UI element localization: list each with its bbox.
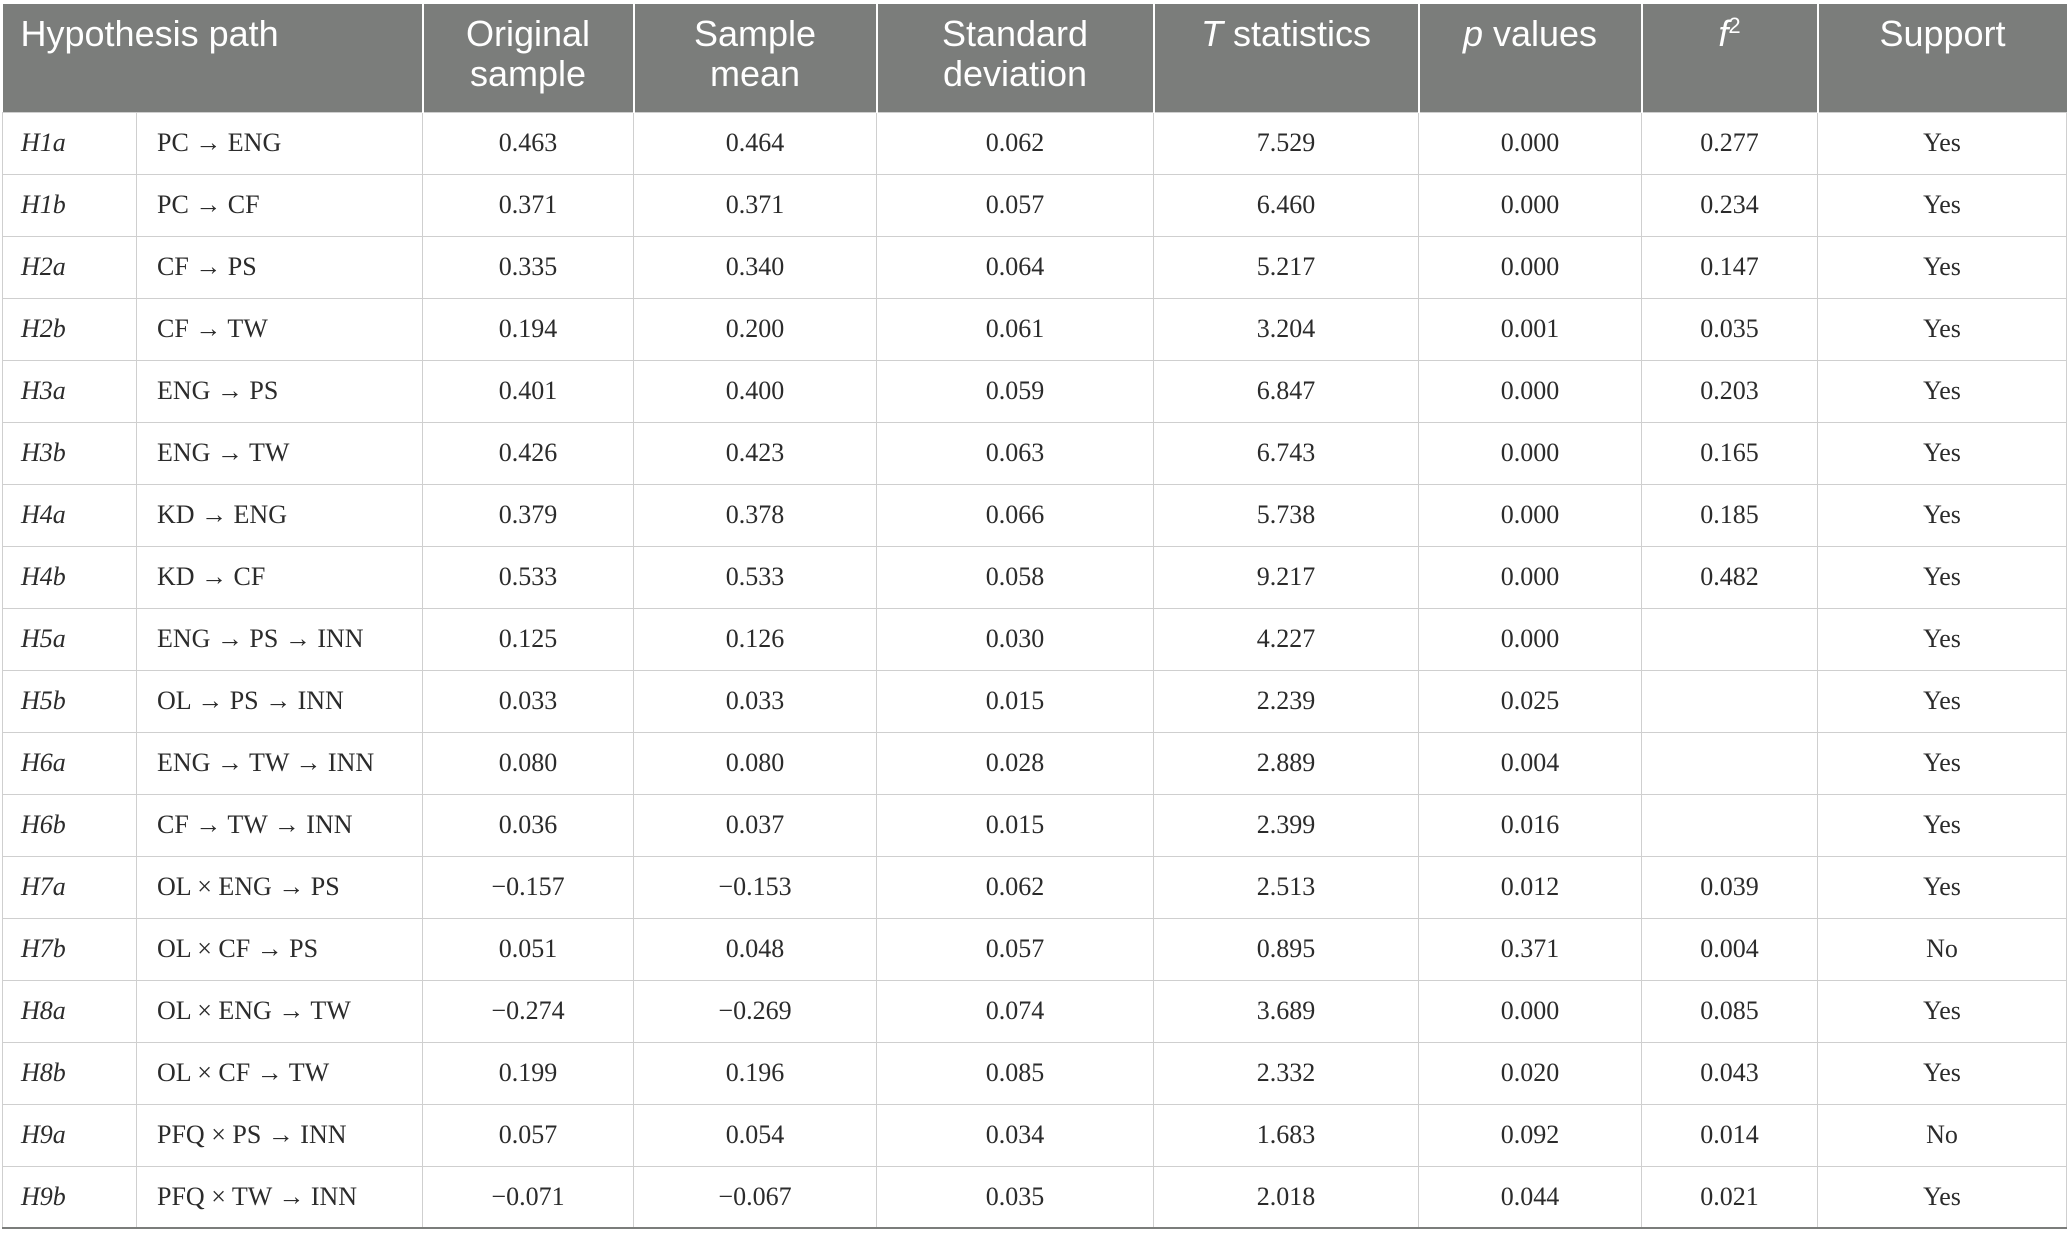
cell-path: CF → TW → INN bbox=[137, 794, 423, 856]
cell-p-value: 0.000 bbox=[1419, 112, 1642, 174]
cell-t-statistic: 1.683 bbox=[1154, 1104, 1419, 1166]
cell-original-sample: 0.057 bbox=[423, 1104, 634, 1166]
cell-original-sample: 0.379 bbox=[423, 484, 634, 546]
cell-path: PFQ × PS → INN bbox=[137, 1104, 423, 1166]
table-row bbox=[3, 918, 2067, 980]
cell-hypothesis-id: H2b bbox=[3, 298, 137, 360]
table-row bbox=[3, 608, 2067, 670]
cell-sample-mean: 0.080 bbox=[634, 732, 877, 794]
cell-hypothesis-id: H4a bbox=[3, 484, 137, 546]
cell-support: Yes bbox=[1818, 794, 2067, 856]
table-row bbox=[3, 856, 2067, 918]
cell-support: Yes bbox=[1818, 980, 2067, 1042]
header-t-var: T bbox=[1200, 13, 1223, 54]
cell-original-sample: 0.080 bbox=[423, 732, 634, 794]
cell-path: ENG → PS bbox=[137, 360, 423, 422]
cell-support: Yes bbox=[1818, 236, 2067, 298]
cell-hypothesis-id: H7a bbox=[3, 856, 137, 918]
cell-hypothesis-id: H6a bbox=[3, 732, 137, 794]
cell-support: Yes bbox=[1818, 856, 2067, 918]
cell-p-value: 0.000 bbox=[1419, 422, 1642, 484]
cell-sample-mean: 0.033 bbox=[634, 670, 877, 732]
cell-t-statistic: 2.513 bbox=[1154, 856, 1419, 918]
table-row bbox=[3, 670, 2067, 732]
header-standard-deviation-line2: deviation bbox=[942, 53, 1088, 94]
cell-p-value: 0.000 bbox=[1419, 174, 1642, 236]
cell-standard-deviation: 0.035 bbox=[877, 1166, 1154, 1228]
cell-sample-mean: −0.269 bbox=[634, 980, 877, 1042]
cell-original-sample: 0.371 bbox=[423, 174, 634, 236]
cell-sample-mean: 0.400 bbox=[634, 360, 877, 422]
header-support: Support bbox=[1818, 4, 2067, 112]
cell-path: OL × ENG → TW bbox=[137, 980, 423, 1042]
cell-original-sample: −0.157 bbox=[423, 856, 634, 918]
cell-path: KD → ENG bbox=[137, 484, 423, 546]
table-row bbox=[3, 360, 2067, 422]
cell-p-value: 0.000 bbox=[1419, 546, 1642, 608]
cell-f2: 0.203 bbox=[1642, 360, 1818, 422]
table-header bbox=[3, 4, 2067, 112]
cell-support: Yes bbox=[1818, 732, 2067, 794]
cell-support: Yes bbox=[1818, 484, 2067, 546]
cell-f2: 0.021 bbox=[1642, 1166, 1818, 1228]
header-original-sample-line2: sample bbox=[469, 53, 587, 94]
cell-sample-mean: 0.464 bbox=[634, 112, 877, 174]
hypothesis-results-table bbox=[2, 4, 2067, 1229]
cell-standard-deviation: 0.015 bbox=[877, 670, 1154, 732]
cell-p-value: 0.371 bbox=[1419, 918, 1642, 980]
cell-p-value: 0.044 bbox=[1419, 1166, 1642, 1228]
cell-t-statistic: 6.847 bbox=[1154, 360, 1419, 422]
cell-p-value: 0.000 bbox=[1419, 360, 1642, 422]
cell-t-statistic: 4.227 bbox=[1154, 608, 1419, 670]
header-standard-deviation bbox=[877, 4, 1154, 112]
header-f2-base: f bbox=[1718, 13, 1729, 54]
table-row bbox=[3, 422, 2067, 484]
cell-path: OL × CF → TW bbox=[137, 1042, 423, 1104]
cell-f2: 0.085 bbox=[1642, 980, 1818, 1042]
cell-hypothesis-id: H3b bbox=[3, 422, 137, 484]
header-f2-sup: 2 bbox=[1728, 13, 1741, 38]
cell-standard-deviation: 0.057 bbox=[877, 918, 1154, 980]
cell-path: CF → TW bbox=[137, 298, 423, 360]
table-body bbox=[3, 112, 2067, 1228]
header-sample-mean-line1: Sample bbox=[693, 13, 817, 54]
cell-original-sample: 0.533 bbox=[423, 546, 634, 608]
cell-sample-mean: 0.533 bbox=[634, 546, 877, 608]
cell-original-sample: −0.274 bbox=[423, 980, 634, 1042]
table-row bbox=[3, 980, 2067, 1042]
cell-hypothesis-id: H6b bbox=[3, 794, 137, 856]
cell-original-sample: 0.463 bbox=[423, 112, 634, 174]
cell-t-statistic: 2.239 bbox=[1154, 670, 1419, 732]
cell-sample-mean: 0.371 bbox=[634, 174, 877, 236]
cell-original-sample: 0.125 bbox=[423, 608, 634, 670]
header-sample-mean bbox=[634, 4, 877, 112]
cell-standard-deviation: 0.034 bbox=[877, 1104, 1154, 1166]
table-row bbox=[3, 794, 2067, 856]
cell-standard-deviation: 0.074 bbox=[877, 980, 1154, 1042]
cell-original-sample: 0.194 bbox=[423, 298, 634, 360]
cell-original-sample: 0.426 bbox=[423, 422, 634, 484]
cell-hypothesis-id: H3a bbox=[3, 360, 137, 422]
header-p-rest: values bbox=[1482, 13, 1598, 54]
header-standard-deviation-line1: Standard bbox=[941, 13, 1089, 54]
cell-original-sample: 0.033 bbox=[423, 670, 634, 732]
cell-support: Yes bbox=[1818, 174, 2067, 236]
table-row bbox=[3, 1042, 2067, 1104]
cell-path: CF → PS bbox=[137, 236, 423, 298]
cell-path: OL × ENG → PS bbox=[137, 856, 423, 918]
cell-path: PC → ENG bbox=[137, 112, 423, 174]
cell-standard-deviation: 0.015 bbox=[877, 794, 1154, 856]
cell-f2: 0.004 bbox=[1642, 918, 1818, 980]
header-p-values bbox=[1419, 4, 1642, 112]
cell-path: PFQ × TW → INN bbox=[137, 1166, 423, 1228]
cell-standard-deviation: 0.028 bbox=[877, 732, 1154, 794]
cell-p-value: 0.000 bbox=[1419, 608, 1642, 670]
cell-hypothesis-id: H4b bbox=[3, 546, 137, 608]
cell-f2 bbox=[1642, 794, 1818, 856]
cell-path: OL → PS → INN bbox=[137, 670, 423, 732]
header-original-sample-line1: Original bbox=[465, 13, 591, 54]
cell-p-value: 0.000 bbox=[1419, 980, 1642, 1042]
cell-path: OL × CF → PS bbox=[137, 918, 423, 980]
cell-hypothesis-id: H9a bbox=[3, 1104, 137, 1166]
cell-p-value: 0.016 bbox=[1419, 794, 1642, 856]
cell-p-value: 0.001 bbox=[1419, 298, 1642, 360]
cell-hypothesis-id: H8a bbox=[3, 980, 137, 1042]
table-row bbox=[3, 1104, 2067, 1166]
cell-hypothesis-id: H5a bbox=[3, 608, 137, 670]
cell-hypothesis-id: H8b bbox=[3, 1042, 137, 1104]
cell-t-statistic: 5.217 bbox=[1154, 236, 1419, 298]
cell-p-value: 0.012 bbox=[1419, 856, 1642, 918]
cell-standard-deviation: 0.066 bbox=[877, 484, 1154, 546]
cell-standard-deviation: 0.085 bbox=[877, 1042, 1154, 1104]
cell-path: PC → CF bbox=[137, 174, 423, 236]
cell-standard-deviation: 0.063 bbox=[877, 422, 1154, 484]
cell-t-statistic: 2.399 bbox=[1154, 794, 1419, 856]
cell-p-value: 0.092 bbox=[1419, 1104, 1642, 1166]
cell-standard-deviation: 0.062 bbox=[877, 112, 1154, 174]
cell-t-statistic: 6.460 bbox=[1154, 174, 1419, 236]
header-f2 bbox=[1642, 4, 1818, 112]
cell-original-sample: 0.051 bbox=[423, 918, 634, 980]
cell-support: Yes bbox=[1818, 670, 2067, 732]
cell-f2: 0.035 bbox=[1642, 298, 1818, 360]
cell-sample-mean: 0.126 bbox=[634, 608, 877, 670]
cell-hypothesis-id: H9b bbox=[3, 1166, 137, 1228]
cell-sample-mean: 0.037 bbox=[634, 794, 877, 856]
cell-original-sample: 0.036 bbox=[423, 794, 634, 856]
cell-support: Yes bbox=[1818, 360, 2067, 422]
cell-hypothesis-id: H2a bbox=[3, 236, 137, 298]
cell-support: Yes bbox=[1818, 608, 2067, 670]
cell-original-sample: −0.071 bbox=[423, 1166, 634, 1228]
header-p-var: p bbox=[1462, 13, 1483, 54]
table-row bbox=[3, 174, 2067, 236]
cell-path: ENG → TW bbox=[137, 422, 423, 484]
cell-t-statistic: 2.332 bbox=[1154, 1042, 1419, 1104]
header-hypothesis-path: Hypothesis path bbox=[3, 4, 423, 112]
cell-t-statistic: 6.743 bbox=[1154, 422, 1419, 484]
cell-f2: 0.234 bbox=[1642, 174, 1818, 236]
cell-support: No bbox=[1818, 918, 2067, 980]
table-row bbox=[3, 546, 2067, 608]
cell-f2 bbox=[1642, 608, 1818, 670]
cell-f2: 0.277 bbox=[1642, 112, 1818, 174]
cell-f2: 0.165 bbox=[1642, 422, 1818, 484]
cell-original-sample: 0.401 bbox=[423, 360, 634, 422]
cell-p-value: 0.000 bbox=[1419, 484, 1642, 546]
cell-p-value: 0.020 bbox=[1419, 1042, 1642, 1104]
cell-original-sample: 0.335 bbox=[423, 236, 634, 298]
cell-hypothesis-id: H1a bbox=[3, 112, 137, 174]
cell-f2: 0.039 bbox=[1642, 856, 1818, 918]
cell-original-sample: 0.199 bbox=[423, 1042, 634, 1104]
cell-sample-mean: −0.067 bbox=[634, 1166, 877, 1228]
cell-sample-mean: 0.423 bbox=[634, 422, 877, 484]
cell-hypothesis-id: H5b bbox=[3, 670, 137, 732]
table-row bbox=[3, 298, 2067, 360]
table-row bbox=[3, 236, 2067, 298]
cell-p-value: 0.004 bbox=[1419, 732, 1642, 794]
cell-t-statistic: 2.889 bbox=[1154, 732, 1419, 794]
table-row bbox=[3, 112, 2067, 174]
header-sample-mean-line2: mean bbox=[709, 53, 801, 94]
cell-t-statistic: 0.895 bbox=[1154, 918, 1419, 980]
cell-standard-deviation: 0.057 bbox=[877, 174, 1154, 236]
header-original-sample bbox=[423, 4, 634, 112]
cell-p-value: 0.000 bbox=[1419, 236, 1642, 298]
header-row bbox=[3, 4, 2067, 112]
cell-t-statistic: 7.529 bbox=[1154, 112, 1419, 174]
cell-sample-mean: 0.200 bbox=[634, 298, 877, 360]
cell-t-statistic: 2.018 bbox=[1154, 1166, 1419, 1228]
cell-support: Yes bbox=[1818, 1166, 2067, 1228]
cell-standard-deviation: 0.064 bbox=[877, 236, 1154, 298]
cell-t-statistic: 5.738 bbox=[1154, 484, 1419, 546]
header-t-statistics bbox=[1154, 4, 1419, 112]
cell-path: ENG → TW → INN bbox=[137, 732, 423, 794]
cell-support: Yes bbox=[1818, 422, 2067, 484]
cell-p-value: 0.025 bbox=[1419, 670, 1642, 732]
cell-sample-mean: 0.054 bbox=[634, 1104, 877, 1166]
cell-standard-deviation: 0.062 bbox=[877, 856, 1154, 918]
cell-t-statistic: 9.217 bbox=[1154, 546, 1419, 608]
cell-support: Yes bbox=[1818, 1042, 2067, 1104]
cell-f2: 0.482 bbox=[1642, 546, 1818, 608]
cell-support: Yes bbox=[1818, 546, 2067, 608]
cell-hypothesis-id: H1b bbox=[3, 174, 137, 236]
cell-f2: 0.147 bbox=[1642, 236, 1818, 298]
cell-sample-mean: −0.153 bbox=[634, 856, 877, 918]
cell-path: KD → CF bbox=[137, 546, 423, 608]
table-row bbox=[3, 732, 2067, 794]
cell-support: No bbox=[1818, 1104, 2067, 1166]
table-row bbox=[3, 1166, 2067, 1228]
cell-f2: 0.043 bbox=[1642, 1042, 1818, 1104]
cell-support: Yes bbox=[1818, 298, 2067, 360]
cell-t-statistic: 3.689 bbox=[1154, 980, 1419, 1042]
cell-standard-deviation: 0.058 bbox=[877, 546, 1154, 608]
cell-sample-mean: 0.340 bbox=[634, 236, 877, 298]
cell-standard-deviation: 0.030 bbox=[877, 608, 1154, 670]
cell-path: ENG → PS → INN bbox=[137, 608, 423, 670]
cell-t-statistic: 3.204 bbox=[1154, 298, 1419, 360]
cell-sample-mean: 0.048 bbox=[634, 918, 877, 980]
cell-standard-deviation: 0.061 bbox=[877, 298, 1154, 360]
cell-sample-mean: 0.196 bbox=[634, 1042, 877, 1104]
cell-standard-deviation: 0.059 bbox=[877, 360, 1154, 422]
cell-f2: 0.185 bbox=[1642, 484, 1818, 546]
cell-f2: 0.014 bbox=[1642, 1104, 1818, 1166]
cell-hypothesis-id: H7b bbox=[3, 918, 137, 980]
cell-support: Yes bbox=[1818, 112, 2067, 174]
header-t-rest: statistics bbox=[1222, 13, 1372, 54]
cell-f2 bbox=[1642, 732, 1818, 794]
table-row bbox=[3, 484, 2067, 546]
cell-sample-mean: 0.378 bbox=[634, 484, 877, 546]
cell-f2 bbox=[1642, 670, 1818, 732]
